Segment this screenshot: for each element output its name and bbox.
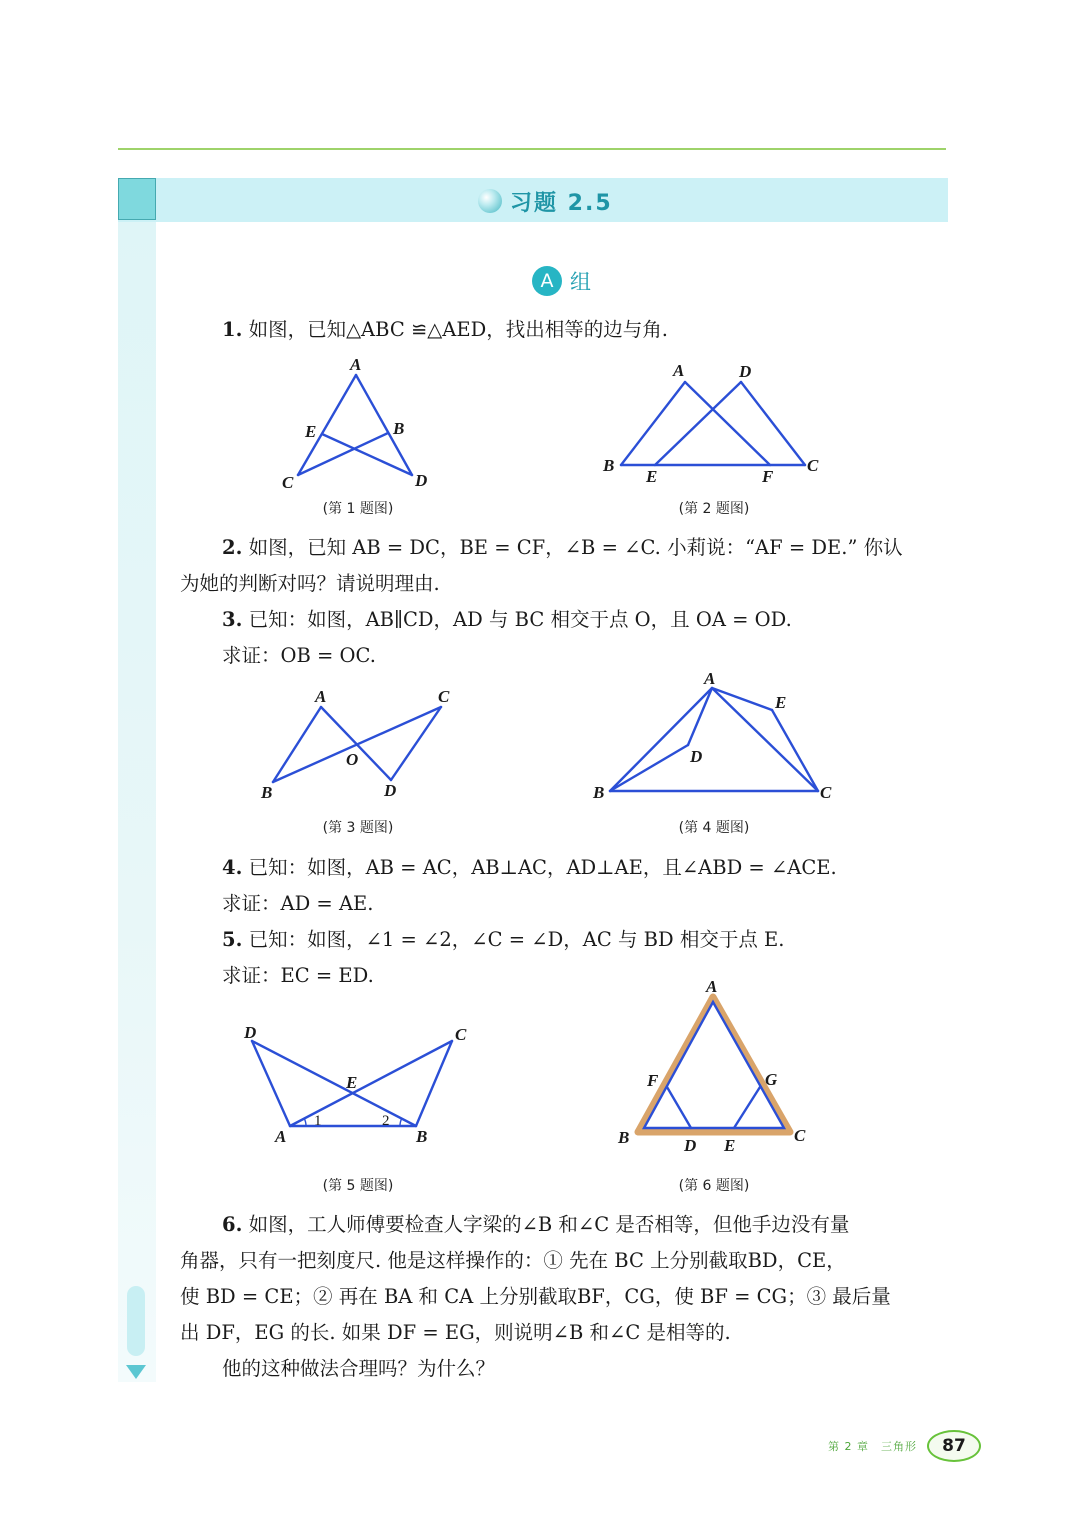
- segment-DB: [252, 1041, 416, 1126]
- problem-5-line-2: 求证：EC = ED.: [222, 964, 374, 987]
- page-number: 87: [927, 1430, 981, 1462]
- label-E: E: [346, 1073, 358, 1092]
- label-D: D: [415, 471, 428, 490]
- chapter-label: 第 2 章 三角形: [828, 1440, 917, 1453]
- label-B: B: [618, 1128, 630, 1147]
- problem-6-line-3: 使 BD = CE；② 再在 BA 和 CA 上分别截取BF，CG，使 BF = CG；③ 最后量: [180, 1285, 891, 1308]
- problem-text: 已知：如图，AB = AC，AB⊥AC，AD⊥AE，且∠ABD = ∠ACE.: [248, 856, 837, 879]
- label-C: C: [794, 1126, 806, 1145]
- segment-DA: [252, 1041, 290, 1126]
- down-arrow-icon: [126, 1365, 146, 1379]
- label-C: C: [455, 1025, 467, 1044]
- segment-GE: [734, 1087, 760, 1128]
- figure-1: [270, 350, 440, 500]
- problem-number: 6.: [222, 1213, 243, 1236]
- problem-text: 已知：如图，AB∥CD，AD 与 BC 相交于点 O，且 OA = OD.: [248, 608, 792, 631]
- problem-4-line-2: 求证：AD = AE.: [222, 892, 374, 915]
- figure-3-caption: (第 3 题图): [322, 820, 394, 836]
- figure-3: [255, 682, 475, 812]
- problem-number: 1.: [222, 318, 243, 341]
- label-F: F: [647, 1071, 659, 1090]
- problem-3-line-2: 求证：OB = OC.: [222, 644, 376, 667]
- side-pill-decoration: [127, 1286, 145, 1356]
- top-rule: [118, 148, 946, 150]
- problem-text: 如图，已知 AB = DC，BE = CF，∠B = ∠C. 小莉说：“AF = DE.” 你认: [248, 536, 903, 559]
- group-badge: A: [532, 266, 562, 296]
- label-C: C: [807, 456, 819, 475]
- label-O: O: [346, 750, 359, 769]
- label-D: D: [244, 1023, 257, 1042]
- problem-number: 2.: [222, 536, 243, 559]
- label-A: A: [350, 355, 362, 374]
- section-title-text: 习题 2.5: [510, 190, 613, 216]
- problem-number: 4.: [222, 856, 243, 879]
- label-A: A: [704, 669, 716, 688]
- label-E: E: [775, 693, 787, 712]
- segment-AD: [321, 707, 391, 780]
- segment-BA: [610, 688, 712, 791]
- segment-BA: [621, 382, 685, 465]
- label-B: B: [261, 783, 273, 802]
- globe-icon: [478, 189, 502, 213]
- header-box-decoration: [118, 178, 156, 220]
- figure-4: [590, 668, 840, 808]
- segment-BC: [416, 1041, 452, 1126]
- problem-3-line-1: [222, 602, 792, 638]
- label-C: C: [438, 687, 450, 706]
- beam-frame: [638, 997, 790, 1132]
- label-E: E: [305, 422, 317, 441]
- angle-2-label: 2: [382, 1113, 390, 1129]
- label-A: A: [673, 361, 685, 380]
- figure-2: [595, 355, 835, 495]
- figure-1-caption: (第 1 题图): [322, 501, 394, 517]
- group-label: 组: [570, 270, 591, 294]
- problem-4-line-1: [222, 850, 837, 886]
- figure-4-caption: (第 4 题图): [678, 820, 750, 836]
- segment-AC: [712, 688, 818, 791]
- label-D: D: [690, 747, 703, 766]
- problem-1: [222, 312, 668, 348]
- problem-number: 5.: [222, 928, 243, 951]
- page-footer: [828, 1430, 981, 1462]
- label-C: C: [282, 473, 294, 492]
- label-G: G: [765, 1070, 778, 1089]
- side-strip: [118, 222, 156, 1382]
- segment-EC: [772, 710, 818, 791]
- group-heading: [532, 266, 591, 296]
- triangle-ABC: [644, 1002, 784, 1128]
- label-B: B: [416, 1127, 428, 1146]
- label-E: E: [724, 1136, 736, 1155]
- problem-6-line-1: [222, 1207, 849, 1243]
- problem-6-line-5: 他的这种做法合理吗？为什么？: [222, 1357, 496, 1380]
- label-D: D: [384, 781, 397, 800]
- label-C: C: [820, 783, 832, 802]
- problem-2-line-2: 为她的判断对吗？请说明理由.: [180, 572, 440, 595]
- segment-ED: [322, 434, 412, 475]
- problem-text: 已知：如图，∠1 = ∠2，∠C = ∠D，AC 与 BD 相交于点 E.: [248, 928, 785, 951]
- label-B: B: [603, 456, 615, 475]
- figure-6-caption: (第 6 题图): [678, 1178, 750, 1194]
- label-B: B: [393, 419, 405, 438]
- problem-6-line-4: 出 DF，EG 的长. 如果 DF = EG，则说明∠B 和∠C 是相等的.: [180, 1321, 731, 1344]
- figure-5-caption: (第 5 题图): [322, 1178, 394, 1194]
- segment-DC: [741, 382, 805, 465]
- segment-FD: [667, 1087, 691, 1128]
- problem-text: 如图，工人师傅要检查人字梁的∠B 和∠C 是否相等，但他手边没有量: [248, 1213, 850, 1236]
- figure-6: [610, 975, 820, 1165]
- angle-1-label: 1: [314, 1113, 322, 1129]
- label-A: A: [315, 687, 327, 706]
- label-B: B: [593, 783, 605, 802]
- label-D: D: [739, 362, 752, 381]
- segment-AE: [712, 688, 772, 710]
- segment-AD: [688, 688, 712, 745]
- label-F: F: [762, 467, 774, 486]
- problem-text: 如图，已知△ABC ≌△AED，找出相等的边与角.: [248, 318, 668, 341]
- figure-5: [240, 1018, 480, 1158]
- section-title: [478, 185, 613, 217]
- problem-6-line-2: 角器，只有一把刻度尺. 他是这样操作的：① 先在 BC 上分别截取BD，CE，: [180, 1249, 846, 1272]
- label-A: A: [275, 1127, 287, 1146]
- problem-number: 3.: [222, 608, 243, 631]
- problem-2-line-1: [222, 530, 903, 566]
- label-A: A: [706, 977, 718, 996]
- figure-2-caption: (第 2 题图): [678, 501, 750, 517]
- label-D: D: [684, 1136, 697, 1155]
- label-E: E: [646, 467, 658, 486]
- problem-5-line-1: [222, 922, 784, 958]
